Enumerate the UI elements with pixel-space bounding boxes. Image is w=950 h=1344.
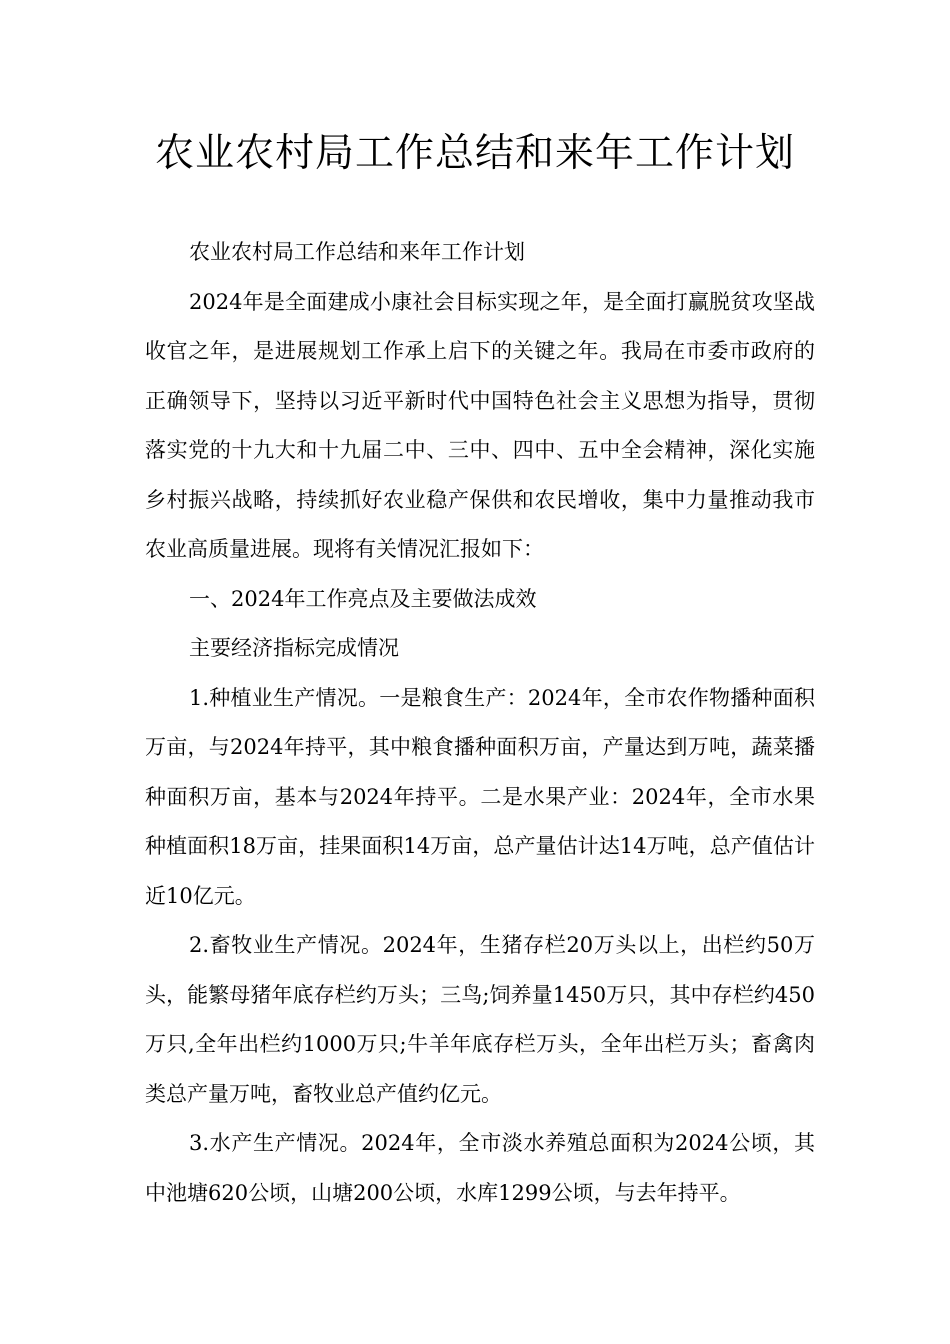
paragraph-planting: 1.种植业生产情况。一是粮食生产：2024年，全市农作物播种面积万亩，与2024年持平，其中粮食播种面积万亩，产量达到万吨，蔬菜播种面积万亩，基本与2024年持平。二是水果产业：2024年，全市水果种植面积18万亩，挂果面积14万亩，总产量估计达14万吨，总产值估计近10亿元。 xyxy=(145,685,815,908)
paragraph-subtitle: 农业农村局工作总结和来年工作计划 xyxy=(189,240,525,264)
paragraph-livestock: 2.畜牧业生产情况。2024年，生猪存栏20万头以上，出栏约50万头，能繁母猪年底存栏约万头；三鸟;饲养量1450万只，其中存栏约450万只,全年出栏约1000万只;牛羊年底存栏万头，全年出栏万头；畜禽肉类总产量万吨，畜牧业总产值约亿元。 xyxy=(145,933,815,1106)
document-body xyxy=(145,228,815,1218)
subsection-heading: 主要经济指标完成情况 xyxy=(189,636,399,660)
section-heading: 一、2024年工作亮点及主要做法成效 xyxy=(189,586,537,611)
document-title: 农业农村局工作总结和来年工作计划 xyxy=(154,131,795,176)
paragraph-intro: 2024年是全面建成小康社会目标实现之年，是全面打赢脱贫攻坚战收官之年，是进展规划工作承上启下的关键之年。我局在市委市政府的正确领导下，坚持以习近平新时代中国特色社会主义思想为指导，贯彻落实党的十九大和十九届二中、三中、四中、五中全会精神，深化实施乡村振兴战略，持续抓好农业稳产保供和农民增收，集中力量推动我市农业高质量进展。现将有关情况汇报如下： xyxy=(145,289,815,561)
paragraph-aquaculture: 3.水产生产情况。2024年，全市淡水养殖总面积为2024公顷，其中池塘620公顷，山塘200公顷，水库1299公顷，与去年持平。 xyxy=(145,1131,815,1205)
